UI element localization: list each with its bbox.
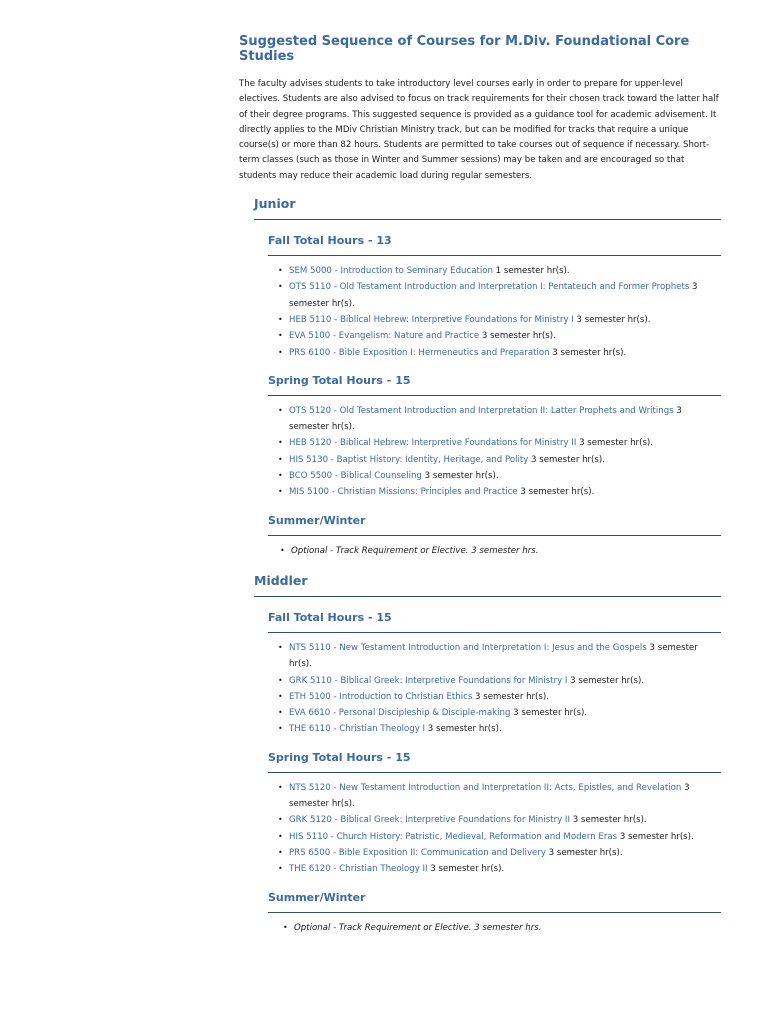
course-link[interactable]: GRK 5110 - Biblical Greek: Interpretive Foundations for Ministry I bbox=[289, 675, 568, 686]
course-link[interactable]: NTS 5120 - New Testament Introduction and Interpretation II: Acts, Epistles, and Revelation bbox=[289, 782, 682, 793]
course-link[interactable]: HIS 5130 - Baptist History: Identity, Heritage, and Polity bbox=[289, 454, 529, 465]
course-link[interactable]: BCO 5500 - Biblical Counseling bbox=[289, 471, 422, 482]
term-junior-fall bbox=[268, 234, 721, 361]
list-item bbox=[289, 689, 721, 705]
course-credits: 3 semester hr(s). bbox=[617, 831, 694, 842]
course-credits: 3 semester hr(s). bbox=[549, 347, 627, 358]
course-credits: 3 semester hr(s). bbox=[517, 487, 595, 498]
list-item bbox=[289, 861, 721, 877]
list-item bbox=[289, 263, 721, 279]
course-credits: 3 semester hr(s). bbox=[576, 438, 654, 449]
course-credits: 3 semester hr(s). bbox=[573, 314, 651, 325]
list-item bbox=[289, 845, 721, 861]
list-item bbox=[289, 279, 721, 312]
list-item bbox=[289, 435, 721, 451]
main-content bbox=[239, 34, 721, 936]
course-link[interactable]: THE 6110 - Christian Theology I bbox=[289, 724, 426, 735]
course-list bbox=[268, 263, 721, 361]
course-list bbox=[268, 543, 721, 559]
year-heading: Junior bbox=[254, 196, 721, 220]
year-section-junior bbox=[254, 196, 721, 559]
course-list bbox=[268, 920, 721, 936]
optional-note: Optional - Track Requirement or Elective. 3 semester hrs. bbox=[291, 545, 539, 556]
course-link[interactable]: MIS 5100 - Christian Missions: Principles and Practice bbox=[289, 487, 518, 498]
term-heading: Spring Total Hours - 15 bbox=[268, 751, 721, 773]
course-credits: 3 semester hr(s). bbox=[545, 847, 623, 858]
list-item bbox=[289, 452, 721, 468]
list-item bbox=[289, 312, 721, 328]
course-link[interactable]: SEM 5000 - Introduction to Seminary Education bbox=[289, 266, 493, 277]
course-link[interactable]: HEB 5120 - Biblical Hebrew: Interpretive Foundations for Ministry II bbox=[289, 438, 577, 449]
term-heading: Summer/Winter bbox=[268, 514, 721, 536]
list-item bbox=[289, 673, 721, 689]
course-credits: 3 semester hr(s). bbox=[425, 724, 502, 735]
course-credits: 3 semester hr(s). bbox=[570, 815, 647, 826]
course-list bbox=[268, 403, 721, 501]
term-heading: Summer/Winter bbox=[268, 891, 721, 913]
course-credits: 3 semester hr(s). bbox=[289, 642, 698, 670]
list-item bbox=[289, 484, 721, 500]
term-heading: Fall Total Hours - 15 bbox=[268, 611, 721, 633]
course-credits: 3 semester hr(s). bbox=[289, 405, 682, 433]
list-item bbox=[291, 543, 721, 559]
term-middler-summer-winter bbox=[268, 891, 721, 936]
list-item bbox=[289, 345, 721, 361]
intro-paragraph: The faculty advises students to take introductory level courses early in order to prepare for upper-level electives. Students are also advised to focus on track requirements for their chosen track toward the latter half of their degree programs. This suggested sequence is provided as a guidance tool for academic advisement. It directly applies to the MDiv Christian Ministry track, but can be modified for tracks that require a unique course(s) or more than 82 hours. Students are permitted to take courses out of sequence if necessary. Short-term classes (such as those in Winter and Summer sessions) may be taken and are encouraged so that students may reduce their academic load during regular semesters. bbox=[239, 79, 719, 181]
course-credits: 1 semester hr(s). bbox=[492, 266, 570, 277]
list-item bbox=[289, 780, 721, 813]
course-link[interactable]: ETH 5100 - Introduction to Christian Ethics bbox=[289, 691, 473, 702]
term-heading: Fall Total Hours - 13 bbox=[268, 234, 721, 256]
course-credits: 3 semester hr(s). bbox=[510, 708, 588, 719]
term-middler-fall bbox=[268, 611, 721, 738]
course-credits: 3 semester hr(s). bbox=[427, 864, 505, 875]
list-item bbox=[289, 812, 721, 828]
course-credits: 3 semester hr(s). bbox=[528, 454, 605, 465]
course-link[interactable]: HIS 5110 - Church History: Patristic, Medieval, Reformation and Modern Eras bbox=[289, 831, 618, 842]
optional-note: Optional - Track Requirement or Elective. 3 semester hrs. bbox=[294, 922, 542, 933]
course-link[interactable]: NTS 5110 - New Testament Introduction and Interpretation I: Jesus and the Gospels bbox=[289, 642, 647, 653]
list-item bbox=[289, 328, 721, 344]
term-junior-spring bbox=[268, 374, 721, 501]
course-credits: 3 semester hr(s). bbox=[567, 675, 645, 686]
page-title: Suggested Sequence of Courses for M.Div. Foundational Core Studies bbox=[239, 34, 690, 64]
term-heading: Spring Total Hours - 15 bbox=[268, 374, 721, 396]
list-item bbox=[289, 468, 721, 484]
course-list bbox=[268, 780, 721, 878]
course-credits: 3 semester hr(s). bbox=[421, 471, 499, 482]
course-list bbox=[268, 640, 721, 738]
course-link[interactable]: EVA 5100 - Evangelism: Nature and Practice bbox=[289, 331, 480, 342]
course-credits: 3 semester hr(s). bbox=[289, 282, 698, 309]
list-item bbox=[289, 721, 721, 737]
course-link[interactable]: GRK 5120 - Biblical Greek: Interpretive Foundations for Ministry II bbox=[289, 815, 570, 826]
list-item bbox=[289, 403, 721, 436]
list-item bbox=[289, 640, 721, 673]
course-link[interactable]: HEB 5110 - Biblical Hebrew: Interpretive Foundations for Ministry I bbox=[289, 314, 574, 325]
course-credits: 3 semester hr(s). bbox=[479, 331, 556, 342]
list-item bbox=[294, 920, 721, 936]
course-credits: 3 semester hr(s). bbox=[472, 691, 549, 702]
course-link[interactable]: PRS 6500 - Bible Exposition II: Communication and Delivery bbox=[289, 847, 546, 858]
course-link[interactable]: EVA 6610 - Personal Discipleship & Disciple-making bbox=[289, 708, 511, 719]
course-link[interactable]: OTS 5110 - Old Testament Introduction and Interpretation I: Pentateuch and Former Prophets bbox=[289, 282, 690, 293]
course-credits: 3 semester hr(s). bbox=[289, 782, 690, 810]
course-link[interactable]: OTS 5120 - Old Testament Introduction and Interpretation II: Latter Prophets and Writings bbox=[289, 405, 674, 416]
course-link[interactable]: PRS 6100 - Bible Exposition I: Hermeneutics and Preparation bbox=[289, 347, 550, 358]
year-heading: Middler bbox=[254, 573, 721, 597]
term-middler-spring bbox=[268, 751, 721, 878]
list-item bbox=[289, 829, 721, 845]
year-section-middler bbox=[254, 573, 721, 936]
list-item bbox=[289, 705, 721, 721]
course-link[interactable]: THE 6120 - Christian Theology II bbox=[289, 864, 428, 875]
term-junior-summer-winter bbox=[268, 514, 721, 559]
